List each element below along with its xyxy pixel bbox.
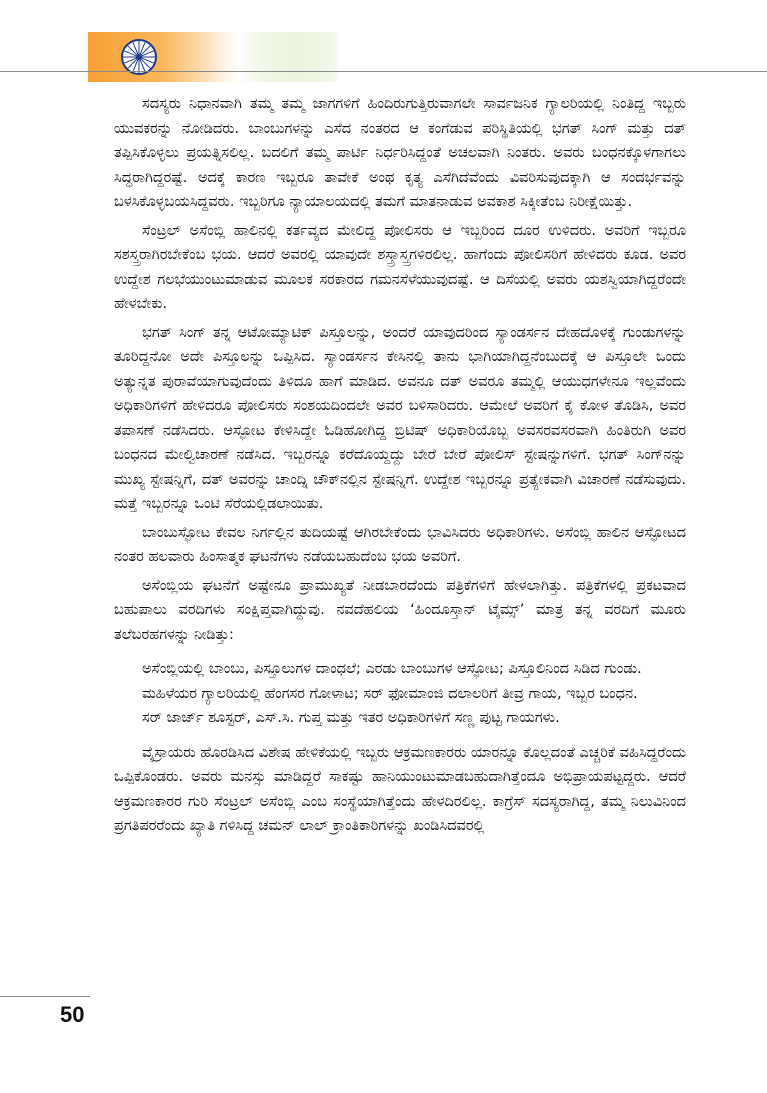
paragraph: ಸದಸ್ಯರು ನಿಧಾನವಾಗಿ ತಮ್ಮ ತಮ್ಮ ಜಾಗಗಳಿಗೆ ಹಿಂದಿರುಗುತ್ತಿರುವಾಗಲೇ ಸಾರ್ವಜನಿಕ ಗ್ಯಾಲರಿಯಲ್ಲಿ ನಿಂತಿದ್ದ ಇಬ್ಬರು ಯುವಕರನ್ನು ನೋಡಿದರು. ಬಾಂಬುಗಳನ್ನು ಎಸೆದ ನಂತರದ ಆ ಕಂಗೆಡುವ ಪರಿಸ್ಥಿತಿಯಲ್ಲಿ ಭಗತ್ ಸಿಂಗ್ ಮತ್ತು ದತ್ ತಪ್ಪಿಸಿಕೊಳ್ಳಲು ಪ್ರಯತ್ನಿಸಲಿಲ್ಲ. ಬದಲಿಗೆ ತಮ್ಮ ಪಾರ್ಟಿ ನಿರ್ಧರಿಸಿದ್ದಂತೆ ಅಚಲವಾಗಿ ನಿಂತರು. ಅವರು ಬಂಧನಕ್ಕೊಳಗಾಗಲು ಸಿದ್ಧರಾಗಿದ್ದರಷ್ಟೆ. ಅದಕ್ಕೆ ಕಾರಣ ಇಬ್ಬರೂ ತಾವೇಕೆ ಅಂಥ ಕೃತ್ಯ ಎಸೆಗಿದೆವೆಂದು ವಿವರಿಸುವುದಕ್ಕಾಗಿ ಆ ಸಂದರ್ಭವನ್ನು ಬಳಸಿಕೊಳ್ಳಬಯಸಿದ್ದವರು. ಇಬ್ಬರಿಗೂ ನ್ಯಾಯಾಲಯದಲ್ಲಿ ತಮಗೆ ಮಾತನಾಡುವ ಅವಕಾಶ ಸಿಕ್ಕೀತೆಂಬ ನಿರೀಕ್ಷೆಯಿತ್ತು. bbox=[114, 96, 686, 210]
header-fade bbox=[208, 32, 338, 82]
headline-quote: ಸರ್ ಜಾರ್ಜ್ ಶೂಸ್ಟರ್, ಎಸ್.ಸಿ. ಗುಪ್ತ ಮತ್ತು ಇತರ ಅಧಿಕಾರಿಗಳಿಗೆ ಸಣ್ಣ ಪುಟ್ಟ ಗಾಯಗಳು. bbox=[142, 710, 560, 726]
page-number: 50 bbox=[60, 1002, 85, 1027]
paragraph: ಅಸೆಂಬ್ಲಿಯ ಘಟನೆಗೆ ಅಷ್ಟೇನೂ ಪ್ರಾಮುಖ್ಯತೆ ನೀಡಬಾರದೆಂದು ಪತ್ರಿಕೆಗಳಿಗೆ ಹೇಳಲಾಗಿತ್ತು. ಪತ್ರಿಕೆಗಳಲ್ಲಿ ಪ್ರಕಟವಾದ ಬಹುಪಾಲು ವರದಿಗಳು ಸಂಕ್ಷಿಪ್ತವಾಗಿದ್ದುವು. ನವದೆಹಲಿಯ ‘ಹಿಂದೂಸ್ತಾನ್ ಟೈಮ್ಸ್’ ಮಾತ್ರ ತನ್ನ ವರದಿಗೆ ಮೂರು ತಲೆಬರಹಗಳನ್ನು ನೀಡಿತ್ತು: bbox=[114, 577, 686, 643]
headline-quote: ಅಸೆಂಬ್ಲಿಯಲ್ಲಿ ಬಾಂಬು, ಪಿಸ್ತೂಲುಗಳ ದಾಂಧಲೆ; ಎರಡು ಬಾಂಬುಗಳ ಆಸ್ಫೋಟ; ಪಿಸ್ತೂಲಿನಿಂದ ಸಿಡಿದ ಗುಂಡು. bbox=[142, 661, 642, 677]
header-rule bbox=[0, 71, 767, 72]
paragraph: ಬಾಂಬುಸ್ಫೋಟ ಕೇವಲ ನಿರ್ಗಲ್ಲಿನ ತುದಿಯಷ್ಟೆ ಆಗಿರಬೇಕೆಂದು ಭಾವಿಸಿದರು ಅಧಿಕಾರಿಗಳು. ಅಸೆಂಬ್ಲಿ ಹಾಲಿನ ಆಸ್ಫೋಟದ ನಂತರ ಹಲವಾರು ಹಿಂಸಾತ್ಮಕ ಘಟನೆಗಳು ನಡೆಯಬಹುದೆಂಬ ಭಯ ಅವರಿಗೆ. bbox=[114, 524, 686, 565]
article-body bbox=[114, 92, 686, 839]
headline-quote: ಮಹಿಳೆಯರ ಗ್ಯಾಲರಿಯಲ್ಲಿ ಹೆಂಗಸರ ಗೋಳಾಟ; ಸರ್ ಫೋಮಾಂಜಿ ದಲಾಲರಿಗೆ ತೀವ್ರ ಗಾಯ, ಇಬ್ಬರ ಬಂಧನ. bbox=[142, 685, 638, 702]
paragraph: ಭಗತ್ ಸಿಂಗ್ ತನ್ನ ಆಟೋಮ್ಯಾಟಿಕ್ ಪಿಸ್ತೂಲನ್ನು, ಅಂದರೆ ಯಾವುದರಿಂದ ಸ್ಯಾಂಡರ್ಸನ ದೇಹದೊಳಕ್ಕೆ ಗುಂಡುಗಳನ್ನು ತೂರಿದ್ದನೋ ಅದೇ ಪಿಸ್ತೂಲನ್ನು ಒಪ್ಪಿಸಿದ. ಸ್ಯಾಂಡರ್ಸನ ಕೇಸಿನಲ್ಲಿ ತಾನು ಭಾಗಿಯಾಗಿದ್ದನೆಂಬುದಕ್ಕೆ ಆ ಪಿಸ್ತೂಲೇ ಒಂದು ಅತ್ಯುನ್ನತ ಪುರಾವೆಯಾಗುವುದೆಂದು ತಿಳಿದೂ ಹಾಗೆ ಮಾಡಿದ. ಅವನೂ ದತ್ ಅವರೂ ತಮ್ಮಲ್ಲಿ ಆಯುಧಗಳೇನೂ ಇಲ್ಲವೆಂದು ಅಧಿಕಾರಿಗಳಿಗೆ ಹೇಳಿದರೂ ಪೋಲಿಸರು ಸಂಶಯದಿಂದಲೇ ಅವರ ಬಳಿಸಾರಿದರು. ಆಮೇಲೆ ಅವರಿಗೆ ಕೈ ಕೋಳ ತೊಡಿಸಿ, ಅವರ ತಪಾಸಣೆ ನಡೆಸಿದರು. ಆಸ್ಫೋಟ ಕೇಳಿಸಿದ್ದೇ ಓಡಿಹೋಗಿದ್ದ ಬ್ರಿಟಿಷ್ ಅಧಿಕಾರಿಯೊಬ್ಬ ಅವಸರವಸರವಾಗಿ ಹಿಂತಿರುಗಿ ಅವರ ಬಂಧನದ ಮೇಲ್ವಿಚಾರಣೆ ನಡೆಸಿದ. ಇಬ್ಬರನ್ನೂ ಕರೆದೊಯ್ದದ್ದು ಬೇರೆ ಬೇರೆ ಪೋಲಿಸ್ ಸ್ಟೇಷನ್ನುಗಳಿಗೆ. ಭಗತ್ ಸಿಂಗ್‌ನನ್ನು ಮುಖ್ಯ ಸ್ಟೇಷನ್ನಿಗೆ, ದತ್ ಅವರನ್ನು ಚಾಂದ್ನಿ ಚೌಕ್‌ನಲ್ಲಿನ ಸ್ಟೇಷನ್ನಿಗೆ. ಉದ್ದೇಶ ಇಬ್ಬರನ್ನೂ ಪ್ರತ್ಯೇಕವಾಗಿ ವಿಚಾರಣೆ ನಡೆಸುವುದು. ಮತ್ತೆ ಇಬ್ಬರನ್ನೂ ಒಂಟಿ ಸೆರೆಯಲ್ಲಿಡಲಾಯಿತು. bbox=[114, 324, 686, 512]
footer-rule bbox=[0, 996, 90, 997]
paragraph: ವೈಸ್ರಾಯರು ಹೊರಡಿಸಿದ ವಿಶೇಷ ಹೇಳಿಕೆಯಲ್ಲಿ ಇಬ್ಬರು ಆಕ್ರಮಣಕಾರರು ಯಾರನ್ನೂ ಕೊಲ್ಲದಂತೆ ಎಚ್ಚರಿಕೆ ವಹಿಸಿದ್ದರೆಂದು ಒಪ್ಪಿಕೊಂಡರು. ಅವರು ಮನಸ್ಸು ಮಾಡಿದ್ದರೆ ಸಾಕಷ್ಟು ಹಾನಿಯುಂಟುಮಾಡಬಹುದಾಗಿತ್ತೆಂದೂ ಅಭಿಪ್ರಾಯಪಟ್ಟದ್ದರು. ಆದರೆ ಆಕ್ರಮಣಕಾರರ ಗುರಿ ಸೆಂಟ್ರಲ್ ಅಸೆಂಬ್ಲಿ ಎಂಬ ಸಂಸ್ಥೆಯಾಗಿತ್ತೆಂದು ಹೇಳದಿರಲಿಲ್ಲ. ಕಾಗ್ರೆಸ್ ಸದಸ್ಯರಾಗಿದ್ದ, ತಮ್ಮ ನಿಲುವಿನಿಂದ ಪ್ರಗತಿಪರರೆಂದು ಖ್ಯಾತಿ ಗಳಿಸಿದ್ದ ಚಮನ್ ಲಾಲ್ ಕ್ರಾಂತಿಕಾರಿಗಳನ್ನು ಖಂಡಿಸಿದವರಲ್ಲಿ bbox=[114, 744, 686, 834]
paragraph: ಸೆಂಟ್ರಲ್ ಅಸೆಂಬ್ಲಿ ಹಾಲಿನಲ್ಲಿ ಕರ್ತವ್ಯದ ಮೇಲಿದ್ದ ಪೋಲಿಸರು ಆ ಇಬ್ಬರಿಂದ ದೂರ ಉಳಿದರು. ಅವರಿಗೆ ಇಬ್ಬರೂ ಸಶಸ್ತ್ರರಾಗಿರಬೇಕೆಂಬ ಭಯ. ಆದರೆ ಅವರಲ್ಲಿ ಯಾವುದೇ ಶಸ್ತ್ರಾಸ್ತ್ರಗಳಿರಲಿಲ್ಲ. ಹಾಗೆಂದು ಪೋಲಿಸರಿಗೆ ಹೇಳಿದರು ಕೂಡ. ಅವರ ಉದ್ದೇಶ ಗಲಭೆಯುಂಟುಮಾಡುವ ಮೂಲಕ ಸರಕಾರದ ಗಮನಸೆಳೆಯುವುದಷ್ಟೆ. ಆ ದಿಸೆಯಲ್ಲಿ ಅವರು ಯಶಸ್ವಿಯಾಗಿದ್ದರೆಂದೇ ಹೇಳಬೇಕು. bbox=[114, 222, 686, 312]
